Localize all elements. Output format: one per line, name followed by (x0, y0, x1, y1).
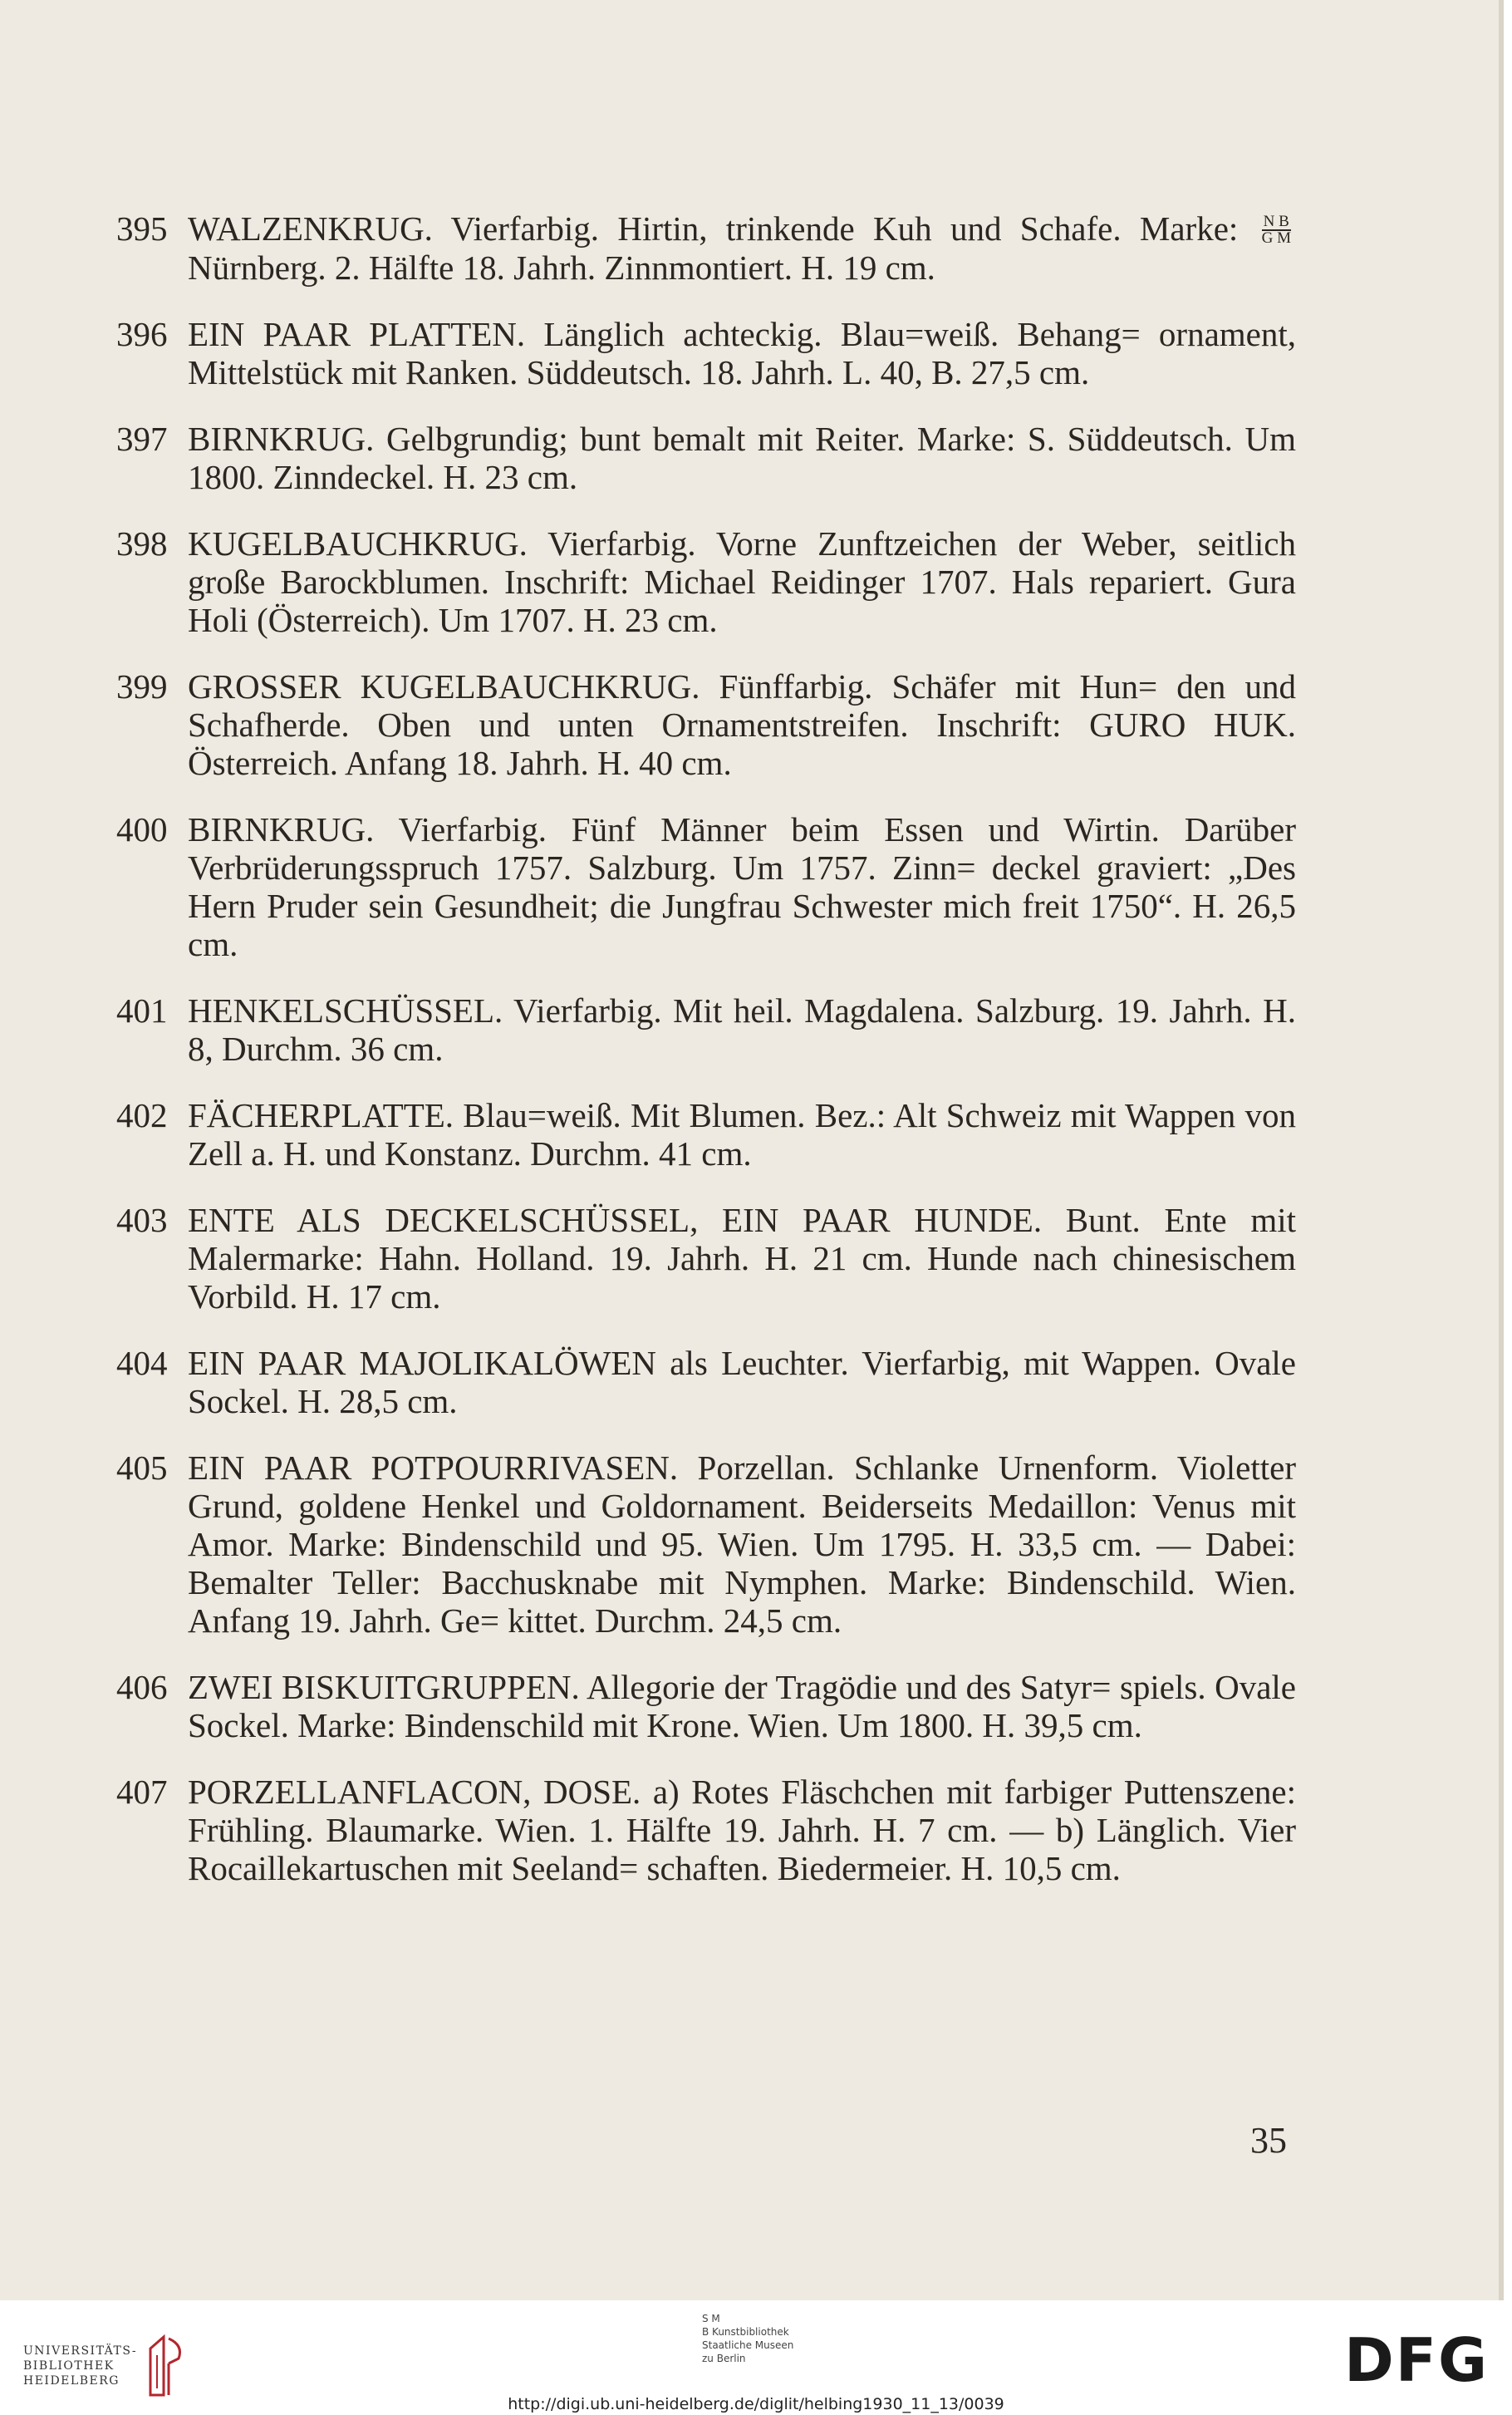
museum-stamp (702, 2312, 793, 2365)
stamp-line-1: S M (702, 2313, 720, 2324)
catalog-entry (116, 1773, 1296, 1887)
catalog-entry (116, 810, 1296, 963)
entry-text: ENTE ALS DECKELSCHÜSSEL, EIN PAAR HUNDE. Bunt. Ente mit Malermarke: Hahn. Holland. 19. Jahrh. H. 21 cm. Hunde nach chinesischem Vorbild. H. 17 cm. (188, 1200, 1296, 1316)
entry-number: 401 (116, 991, 168, 1030)
entry-text: EIN PAAR PLATTEN. Länglich achteckig. Blau=weiß. Behang= ornament, Mittelstück mit Ranken. Süddeutsch. 18. Jahrh. L. 40, B. 27,5 cm. (188, 314, 1296, 391)
entry-text: KUGELBAUCHKRUG. Vierfarbig. Vorne Zunftzeichen der Weber, seitlich große Barockblumen. Inschrift: Michael Reidinger 1707. Hals repariert. Gura Holi (Österreich). Um 1707. H. 23 cm. (188, 524, 1296, 639)
entry-text: ZWEI BISKUITGRUPPEN. Allegorie der Tragödie und des Satyr= spiels. Ovale Sockel. Marke: Bindenschild mit Krone. Wien. Um 1800. H. 39,5 cm. (188, 1667, 1296, 1744)
entry-text: FÄCHERPLATTE. Blau=weiß. Mit Blumen. Bez.: Alt Schweiz mit Wappen von Zell a. H. und Konstanz. Durchm. 41 cm. (188, 1095, 1296, 1173)
entry-number: 402 (116, 1095, 168, 1134)
catalog-entry (116, 1201, 1296, 1316)
entry-number: 398 (116, 524, 168, 563)
uni-line-2: BIBLIOTHEK (23, 2359, 115, 2373)
catalog-entry (116, 1096, 1296, 1173)
page-number: 35 (1250, 2120, 1287, 2161)
catalog-entry (116, 1449, 1296, 1640)
entry-text: EIN PAAR MAJOLIKALÖWEN als Leuchter. Vierfarbig, mit Wappen. Ovale Sockel. H. 28,5 cm. (188, 1343, 1296, 1420)
catalog-entry (116, 315, 1296, 391)
viewer-footer (0, 2300, 1512, 2415)
entry-text: EIN PAAR POTPOURRIVASEN. Porzellan. Schlanke Urnenform. Violetter Grund, goldene Henkel und Goldornament. Beiderseits Medaillon: Venus mit Amor. Marke: Bindenschild und 95. Wien. Um 1795. H. 33,5 cm. — Dabei: Bemalter Teller: Bacchusknabe mit Nymphen. Marke: Bindenschild. Wien. Anfang 19. Jahrh. Ge= kittet. Durchm. 24,5 cm. (188, 1448, 1296, 1640)
entry-text: PORZELLANFLACON, DOSE. a) Rotes Fläschchen mit farbiger Puttenszene: Frühling. Blaumarke. Wien. 1. Hälfte 19. Jahrh. H. 7 cm. — b) Länglich. Vier Rocaillekartuschen mit Seeland= schaften. Biedermeier. H. 10,5 cm. (188, 1772, 1296, 1887)
entry-number: 395 (116, 209, 168, 248)
catalog-entry (116, 1344, 1296, 1420)
entry-number: 399 (116, 666, 168, 706)
entry-number: 404 (116, 1343, 168, 1382)
mark-top: N B (1262, 214, 1291, 231)
stamp-line-4: zu Berlin (702, 2353, 746, 2364)
catalog-entry (116, 1668, 1296, 1744)
entry-number: 400 (116, 809, 168, 848)
catalog-entry (116, 420, 1296, 496)
entry-text: WALZENKRUG. Vierfarbig. Hirtin, trinkende Kuh und Schafe. Marke: (188, 209, 1239, 248)
entry-list (116, 209, 1296, 1916)
entry-number: 397 (116, 419, 168, 458)
stamp-line-2: B Kunstbibliothek (702, 2326, 789, 2338)
entry-number: 405 (116, 1448, 168, 1487)
entry-text: HENKELSCHÜSSEL. Vierfarbig. Mit heil. Magdalena. Salzburg. 19. Jahrh. H. 8, Durchm. 36 cm. (188, 991, 1296, 1068)
entry-text: BIRNKRUG. Gelbgrundig; bunt bemalt mit Reiter. Marke: S. Süddeutsch. Um 1800. Zinndeckel. H. 23 cm. (188, 419, 1296, 496)
entry-number: 403 (116, 1200, 168, 1239)
university-library-logo[interactable] (23, 2334, 187, 2398)
entry-number: 407 (116, 1772, 168, 1811)
dfg-logo[interactable]: DFG (1344, 2325, 1490, 2395)
entry-number: 396 (116, 314, 168, 353)
uni-line-1: UNIVERSITÄTS- (23, 2344, 138, 2358)
source-url[interactable]: http://digi.ub.uni-heidelberg.de/diglit/helbing1930_11_13/0039 (508, 2395, 1004, 2413)
uni-line-3: HEIDELBERG (23, 2374, 120, 2388)
catalog-entry (116, 667, 1296, 782)
stamp-line-3: Staatliche Museen (702, 2339, 794, 2351)
entry-text: GROSSER KUGELBAUCHKRUG. Fünffarbig. Schäfer mit Hun= den und Schafherde. Oben und unten Ornamentstreifen. Inschrift: GURO HUK. Österreich. Anfang 18. Jahrh. H. 40 cm. (188, 666, 1296, 782)
entry-number: 406 (116, 1667, 168, 1706)
maker-mark (1262, 214, 1291, 246)
entry-text: BIRNKRUG. Vierfarbig. Fünf Männer beim Essen und Wirtin. Darüber Verbrüderungsspruch 1757. Salzburg. Um 1757. Zinn= deckel graviert: „Des Hern Pruder sein Gesundheit; die Jungfrau Schwester mich freit 1750“. H. 26,5 cm. (188, 809, 1296, 963)
mark-bottom: G M (1261, 229, 1291, 247)
library-emblem-icon (145, 2334, 187, 2398)
entry-text-cont: Nürnberg. 2. Hälfte 18. Jahrh. Zinnmontiert. H. 19 cm. (188, 248, 935, 287)
catalog-entry (116, 991, 1296, 1068)
catalog-entry (116, 524, 1296, 639)
catalog-entry (116, 209, 1296, 287)
